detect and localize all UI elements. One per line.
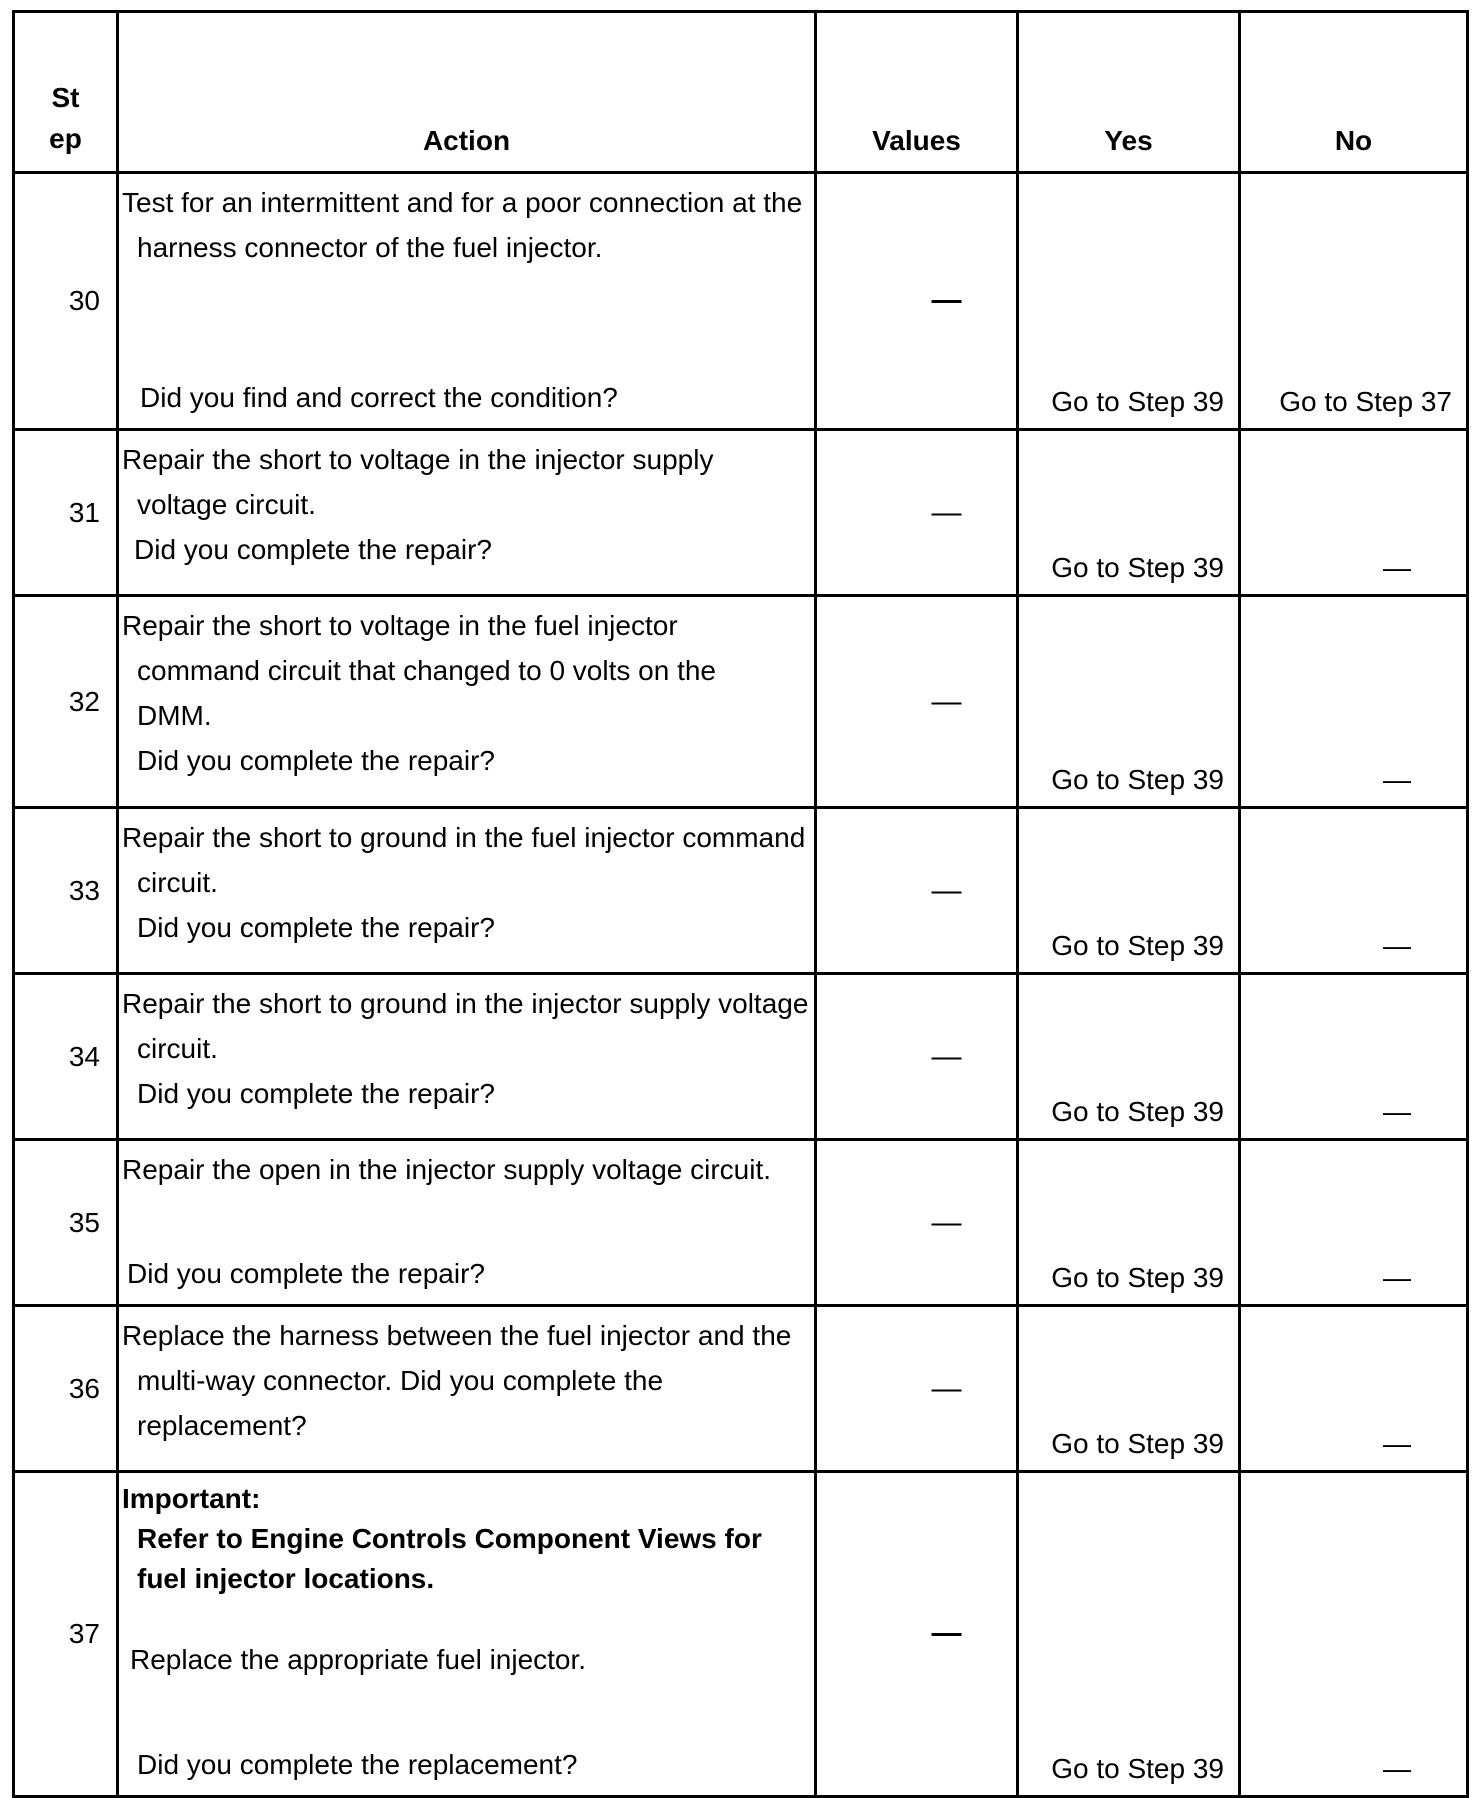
step-number: 30	[14, 173, 118, 430]
header-step-line1: St	[51, 82, 80, 113]
action-line: multi-way connector. Did you complete the	[137, 1365, 664, 1396]
important-text: Refer to Engine Controls Component Views for	[137, 1523, 762, 1554]
step-number: 32	[14, 596, 118, 808]
no-cell	[1240, 430, 1468, 596]
step-number: 33	[14, 808, 118, 974]
values-cell	[816, 1140, 1018, 1306]
values-dash: —	[931, 495, 962, 529]
step-number: 31	[14, 430, 118, 596]
action-line: harness connector of the fuel injector.	[137, 232, 603, 263]
no-cell	[1240, 1472, 1468, 1797]
table-row	[14, 173, 1468, 430]
no-dash: —	[1383, 930, 1411, 961]
step-number: 37	[14, 1472, 118, 1797]
yes-cell	[1018, 974, 1240, 1140]
yes-goto: Go to Step 39	[1051, 552, 1224, 583]
no-cell	[1240, 596, 1468, 808]
action-line: Repair the short to voltage in the injector supply	[122, 444, 714, 475]
yes-cell	[1018, 1306, 1240, 1472]
action-line: Test for an intermittent and for a poor connection at the	[122, 187, 803, 218]
step-number: 36	[14, 1306, 118, 1472]
values-dash: —	[931, 684, 962, 718]
diagnostic-table-sheet	[12, 10, 1466, 1798]
yes-cell	[1018, 430, 1240, 596]
action-line: Repair the short to voltage in the fuel injector	[122, 610, 678, 641]
action-line: Repair the short to ground in the fuel injector command	[122, 822, 806, 853]
values-cell	[816, 808, 1018, 974]
no-dash: —	[1383, 1753, 1411, 1784]
header-action: Action	[118, 12, 816, 173]
action-cell	[118, 1306, 816, 1472]
table-row	[14, 1140, 1468, 1306]
no-cell	[1240, 1140, 1468, 1306]
table-row	[14, 1472, 1468, 1797]
no-cell	[1240, 173, 1468, 430]
action-line: voltage circuit.	[137, 489, 316, 520]
yes-goto: Go to Step 39	[1051, 930, 1224, 961]
action-cell	[118, 596, 816, 808]
action-line: replacement?	[137, 1410, 307, 1441]
no-cell	[1240, 1306, 1468, 1472]
header-values: Values	[816, 12, 1018, 173]
important-text: fuel injector locations.	[137, 1563, 435, 1594]
action-cell	[118, 808, 816, 974]
diagnostic-steps-table	[12, 10, 1469, 1798]
action-question: Did you complete the repair?	[134, 534, 492, 565]
header-step-line2: ep	[49, 123, 82, 154]
yes-goto: Go to Step 39	[1051, 1262, 1224, 1293]
action-line: DMM.	[137, 700, 212, 731]
action-line: circuit.	[137, 867, 218, 898]
yes-cell	[1018, 596, 1240, 808]
action-question: Did you complete the repair?	[137, 1078, 495, 1109]
yes-cell	[1018, 1140, 1240, 1306]
header-step	[14, 12, 118, 173]
no-goto: Go to Step 37	[1279, 386, 1452, 417]
step-number: 34	[14, 974, 118, 1140]
table-row	[14, 596, 1468, 808]
table-row	[14, 430, 1468, 596]
action-line: Replace the appropriate fuel injector.	[130, 1644, 587, 1675]
step-number: 35	[14, 1140, 118, 1306]
header-row	[14, 12, 1468, 173]
values-cell	[816, 974, 1018, 1140]
no-dash: —	[1383, 552, 1411, 583]
action-question: Did you complete the replacement?	[137, 1749, 578, 1780]
values-cell	[816, 1306, 1018, 1472]
values-cell	[816, 1472, 1018, 1797]
values-dash: —	[931, 283, 962, 317]
table-row	[14, 1306, 1468, 1472]
action-cell	[118, 430, 816, 596]
values-dash: —	[931, 1616, 962, 1650]
yes-cell	[1018, 808, 1240, 974]
table-row	[14, 974, 1468, 1140]
no-dash: —	[1383, 1428, 1411, 1459]
action-question: Did you complete the repair?	[137, 912, 495, 943]
action-line: Replace the harness between the fuel injector and the	[122, 1320, 792, 1351]
action-cell	[118, 173, 816, 430]
action-line: Repair the short to ground in the injector supply voltage	[122, 988, 809, 1019]
no-dash: —	[1383, 1262, 1411, 1293]
yes-cell	[1018, 1472, 1240, 1797]
action-line: circuit.	[137, 1033, 218, 1064]
values-cell	[816, 173, 1018, 430]
values-dash: —	[931, 1205, 962, 1239]
action-question: Did you complete the repair?	[127, 1258, 485, 1289]
yes-goto: Go to Step 39	[1051, 1428, 1224, 1459]
values-dash: —	[931, 1039, 962, 1073]
values-cell	[816, 430, 1018, 596]
action-cell	[118, 1472, 816, 1797]
no-cell	[1240, 974, 1468, 1140]
yes-goto: Go to Step 39	[1051, 386, 1224, 417]
action-line: command circuit that changed to 0 volts on the	[137, 655, 716, 686]
yes-cell	[1018, 173, 1240, 430]
header-no: No	[1240, 12, 1468, 173]
header-yes: Yes	[1018, 12, 1240, 173]
action-cell	[118, 1140, 816, 1306]
no-dash: —	[1383, 764, 1411, 795]
yes-goto: Go to Step 39	[1051, 1096, 1224, 1127]
action-cell	[118, 974, 816, 1140]
action-line: Repair the open in the injector supply voltage circuit.	[122, 1154, 772, 1185]
values-cell	[816, 596, 1018, 808]
table-row	[14, 808, 1468, 974]
action-question: Did you complete the repair?	[137, 745, 495, 776]
values-dash: —	[931, 1371, 962, 1405]
important-label: Important:	[122, 1483, 261, 1514]
no-cell	[1240, 808, 1468, 974]
values-dash: —	[931, 873, 962, 907]
no-dash: —	[1383, 1096, 1411, 1127]
action-question: Did you find and correct the condition?	[140, 382, 618, 413]
yes-goto: Go to Step 39	[1051, 1753, 1224, 1784]
yes-goto: Go to Step 39	[1051, 764, 1224, 795]
